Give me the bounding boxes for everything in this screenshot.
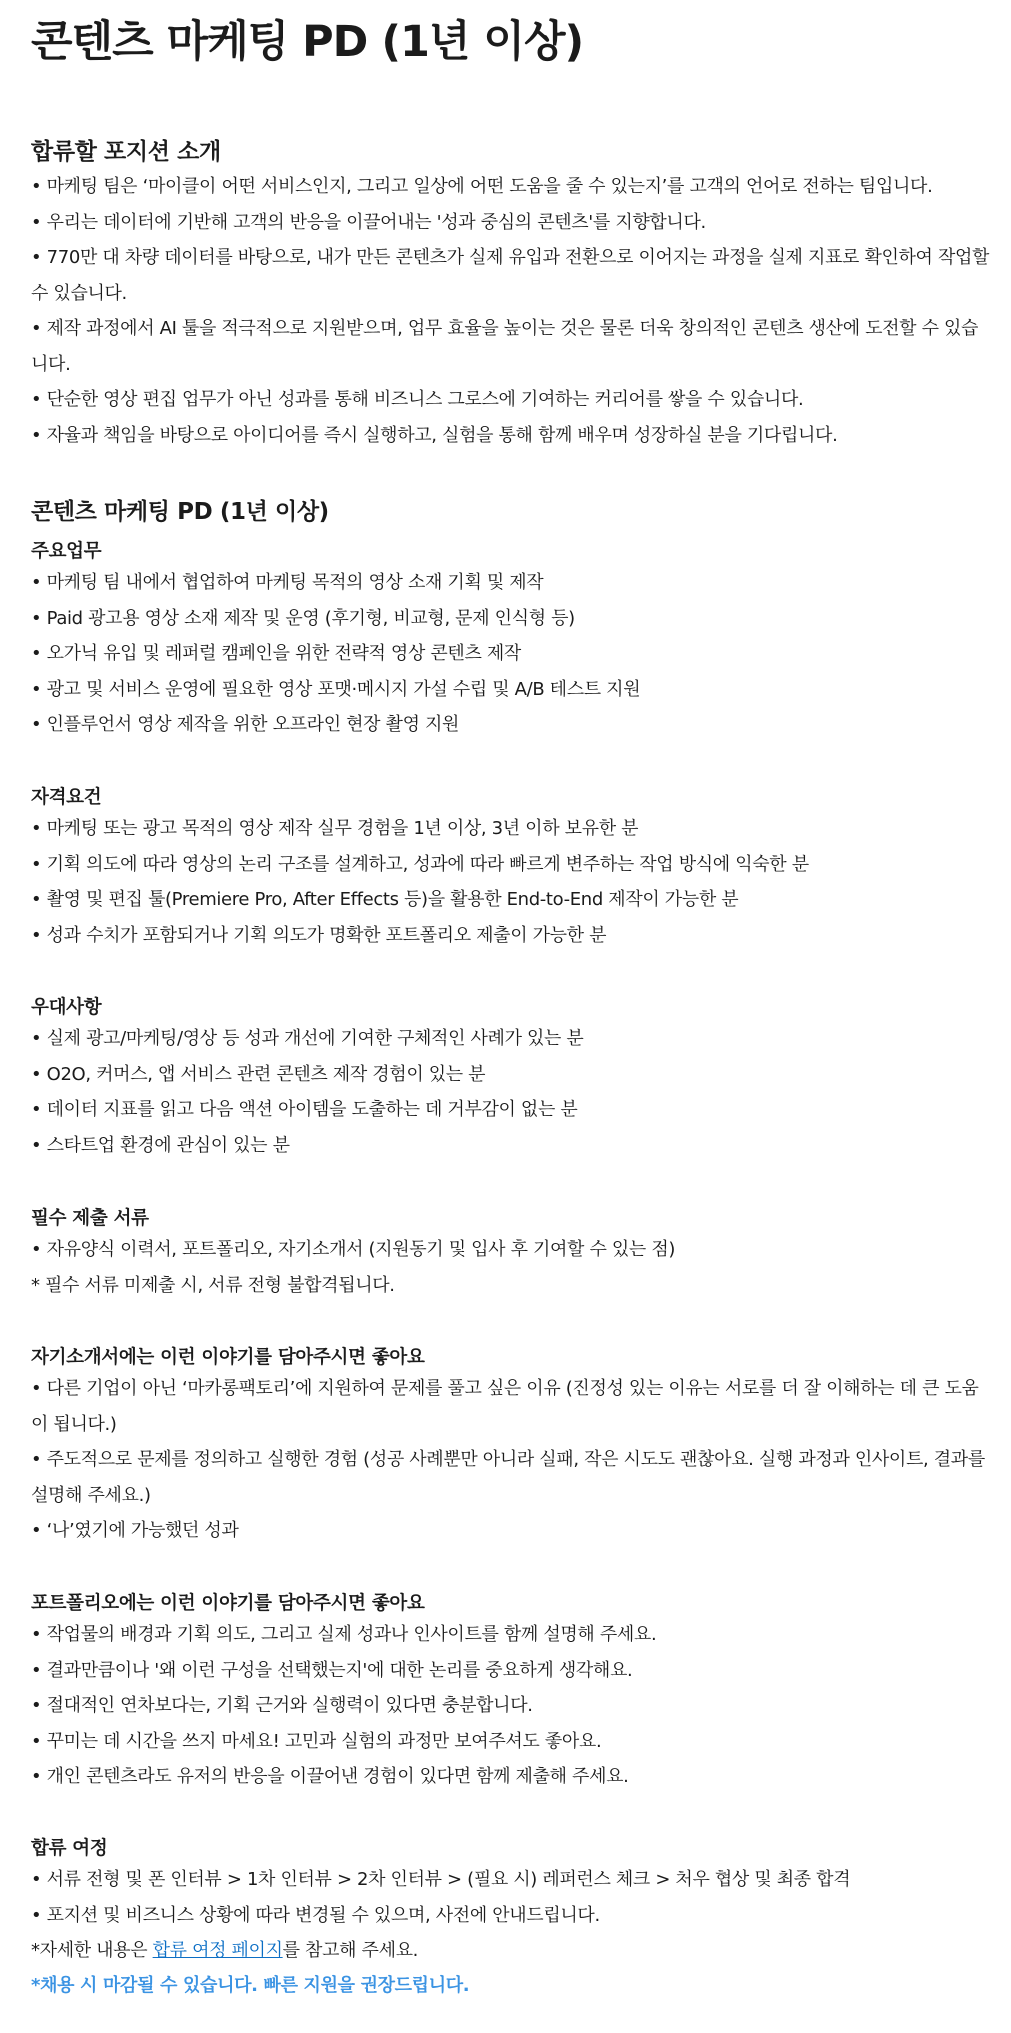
list-item: • Paid 광고용 영상 소재 제작 및 운영 (후기형, 비교형, 문제 인식형 등) xyxy=(31,607,575,629)
duties-heading: 주요업무 xyxy=(31,541,102,562)
preferred-heading: 우대사항 xyxy=(31,997,102,1018)
process-detail-line xyxy=(31,1933,418,1969)
process-list xyxy=(31,1862,991,1933)
role-heading: 콘텐츠 마케팅 PD (1년 이상) xyxy=(31,499,329,525)
list-item: • O2O, 커머스, 앱 서비스 관련 콘텐츠 제작 경험이 있는 분 xyxy=(31,1063,486,1085)
documents-heading: 필수 제출 서류 xyxy=(31,1208,149,1229)
page-title: 콘텐츠 마케팅 PD (1년 이상) xyxy=(31,17,584,67)
preferred-list xyxy=(31,1021,991,1163)
process-heading: 합류 여정 xyxy=(31,1838,108,1859)
list-item: • 우리는 데이터에 기반해 고객의 반응을 이끌어내는 '성과 중심의 콘텐츠'를 지향합니다. xyxy=(31,211,706,233)
documents-list xyxy=(31,1232,991,1303)
process-page-link[interactable]: 합류 여정 페이지 xyxy=(152,1940,283,1961)
list-item: • 실제 광고/마케팅/영상 등 성과 개선에 기여한 구체적인 사례가 있는 분 xyxy=(31,1028,584,1049)
list-item: • 주도적으로 문제를 정의하고 실행한 경험 (성공 사례뿐만 아니라 실패, 작은 시도도 괜찮아요. 실행 과정과 인사이트, 결과를 설명해 주세요.) xyxy=(31,1449,985,1506)
list-item: • 자유양식 이력서, 포트폴리오, 자기소개서 (지원동기 및 입사 후 기여할 수 있는 점) xyxy=(31,1239,676,1260)
list-item: • 데이터 지표를 읽고 다음 액션 아이템을 도출하는 데 거부감이 없는 분 xyxy=(31,1099,578,1120)
list-item: • 770만 대 차량 데이터를 바탕으로, 내가 만든 콘텐츠가 실제 유입과 전환으로 이어지는 과정을 실제 지표로 확인하여 작업할 수 있습니다. xyxy=(31,247,990,304)
requirements-list xyxy=(31,811,991,953)
process-detail-prefix: *자세한 내용은 xyxy=(31,1940,153,1961)
list-item: • 서류 전형 및 폰 인터뷰 > 1차 인터뷰 > 2차 인터뷰 > (필요 시) 레퍼런스 체크 > 처우 협상 및 최종 합격 xyxy=(31,1869,851,1890)
list-item: • 성과 수치가 포함되거나 기획 의도가 명확한 포트폴리오 제출이 가능한 분 xyxy=(31,924,607,946)
list-item: * 필수 서류 미제출 시, 서류 전형 불합격됩니다. xyxy=(31,1274,395,1296)
list-item: • 결과만큼이나 '왜 이런 구성을 선택했는지'에 대한 논리를 중요하게 생각해요. xyxy=(31,1659,633,1681)
list-item: • 다른 기업이 아닌 ‘마카롱팩토리’에 지원하여 문제를 풀고 싶은 이유 (진정성 있는 이유는 서로를 더 잘 이해하는 데 큰 도움이 됩니다.) xyxy=(31,1378,979,1435)
list-item: • 꾸미는 데 시간을 쓰지 마세요! 고민과 실험의 과정만 보여주셔도 좋아요. xyxy=(31,1730,602,1752)
list-item: • 광고 및 서비스 운영에 필요한 영상 포맷·메시지 가설 수립 및 A/B 테스트 지원 xyxy=(31,678,641,700)
portfolio-list xyxy=(31,1617,991,1795)
list-item: • 자율과 책임을 바탕으로 아이디어를 즉시 실행하고, 실험을 통해 함께 배우며 성장하실 분을 기다립니다. xyxy=(31,424,838,446)
portfolio-heading: 포트폴리오에는 이런 이야기를 담아주시면 좋아요 xyxy=(31,1593,425,1614)
list-item: • 개인 콘텐츠라도 유저의 반응을 이끌어낸 경험이 있다면 함께 제출해 주세요. xyxy=(31,1766,629,1787)
list-item: • 오가닉 유입 및 레퍼럴 캠페인을 위한 전략적 영상 콘텐츠 제작 xyxy=(31,643,521,664)
process-detail-suffix: 를 참고해 주세요. xyxy=(282,1940,419,1961)
list-item: • 촬영 및 편집 툴(Premiere Pro, After Effects 등)을 활용한 End-to-End 제작이 가능한 분 xyxy=(31,889,739,910)
list-item: • 마케팅 또는 광고 목적의 영상 제작 실무 경험을 1년 이상, 3년 이하 보유한 분 xyxy=(31,818,639,839)
list-item: • 포지션 및 비즈니스 상황에 따라 변경될 수 있으며, 사전에 안내드립니다. xyxy=(31,1904,600,1926)
duties-list xyxy=(31,565,991,743)
list-item: • 인플루언서 영상 제작을 위한 오프라인 현장 촬영 지원 xyxy=(31,714,460,735)
intro-list xyxy=(31,169,991,453)
list-item: • 절대적인 연차보다는, 기획 근거와 실행력이 있다면 충분합니다. xyxy=(31,1695,533,1716)
list-item: • 스타트업 환경에 관심이 있는 분 xyxy=(31,1134,290,1156)
list-item: • 마케팅 팀 내에서 협업하여 마케팅 목적의 영상 소재 기획 및 제작 xyxy=(31,572,544,593)
list-item: • 제작 과정에서 AI 툴을 적극적으로 지원받으며, 업무 효율을 높이는 것은 물론 더욱 창의적인 콘텐츠 생산에 도전할 수 있습니다. xyxy=(31,318,979,375)
list-item: • 마케팅 팀은 ‘마이클이 어떤 서비스인지, 그리고 일상에 어떤 도움을 줄 수 있는지’를 고객의 언어로 전하는 팀입니다. xyxy=(31,176,933,197)
list-item: • ‘나’였기에 가능했던 성과 xyxy=(31,1520,239,1541)
list-item: • 작업물의 배경과 기획 의도, 그리고 실제 성과나 인사이트를 함께 설명해 주세요. xyxy=(31,1624,657,1645)
requirements-heading: 자격요건 xyxy=(31,787,102,808)
intro-heading: 합류할 포지션 소개 xyxy=(31,139,221,165)
cover-letter-list xyxy=(31,1371,991,1549)
cover-letter-heading: 자기소개서에는 이런 이야기를 담아주시면 좋아요 xyxy=(31,1347,425,1368)
list-item: • 기획 의도에 따라 영상의 논리 구조를 설계하고, 성과에 따라 빠르게 변주하는 작업 방식에 익숙한 분 xyxy=(31,853,809,875)
closing-notice: *채용 시 마감될 수 있습니다. 빠른 지원을 권장드립니다. xyxy=(31,1975,470,1996)
list-item: • 단순한 영상 편집 업무가 아닌 성과를 통해 비즈니스 그로스에 기여하는 커리어를 쌓을 수 있습니다. xyxy=(31,389,804,410)
